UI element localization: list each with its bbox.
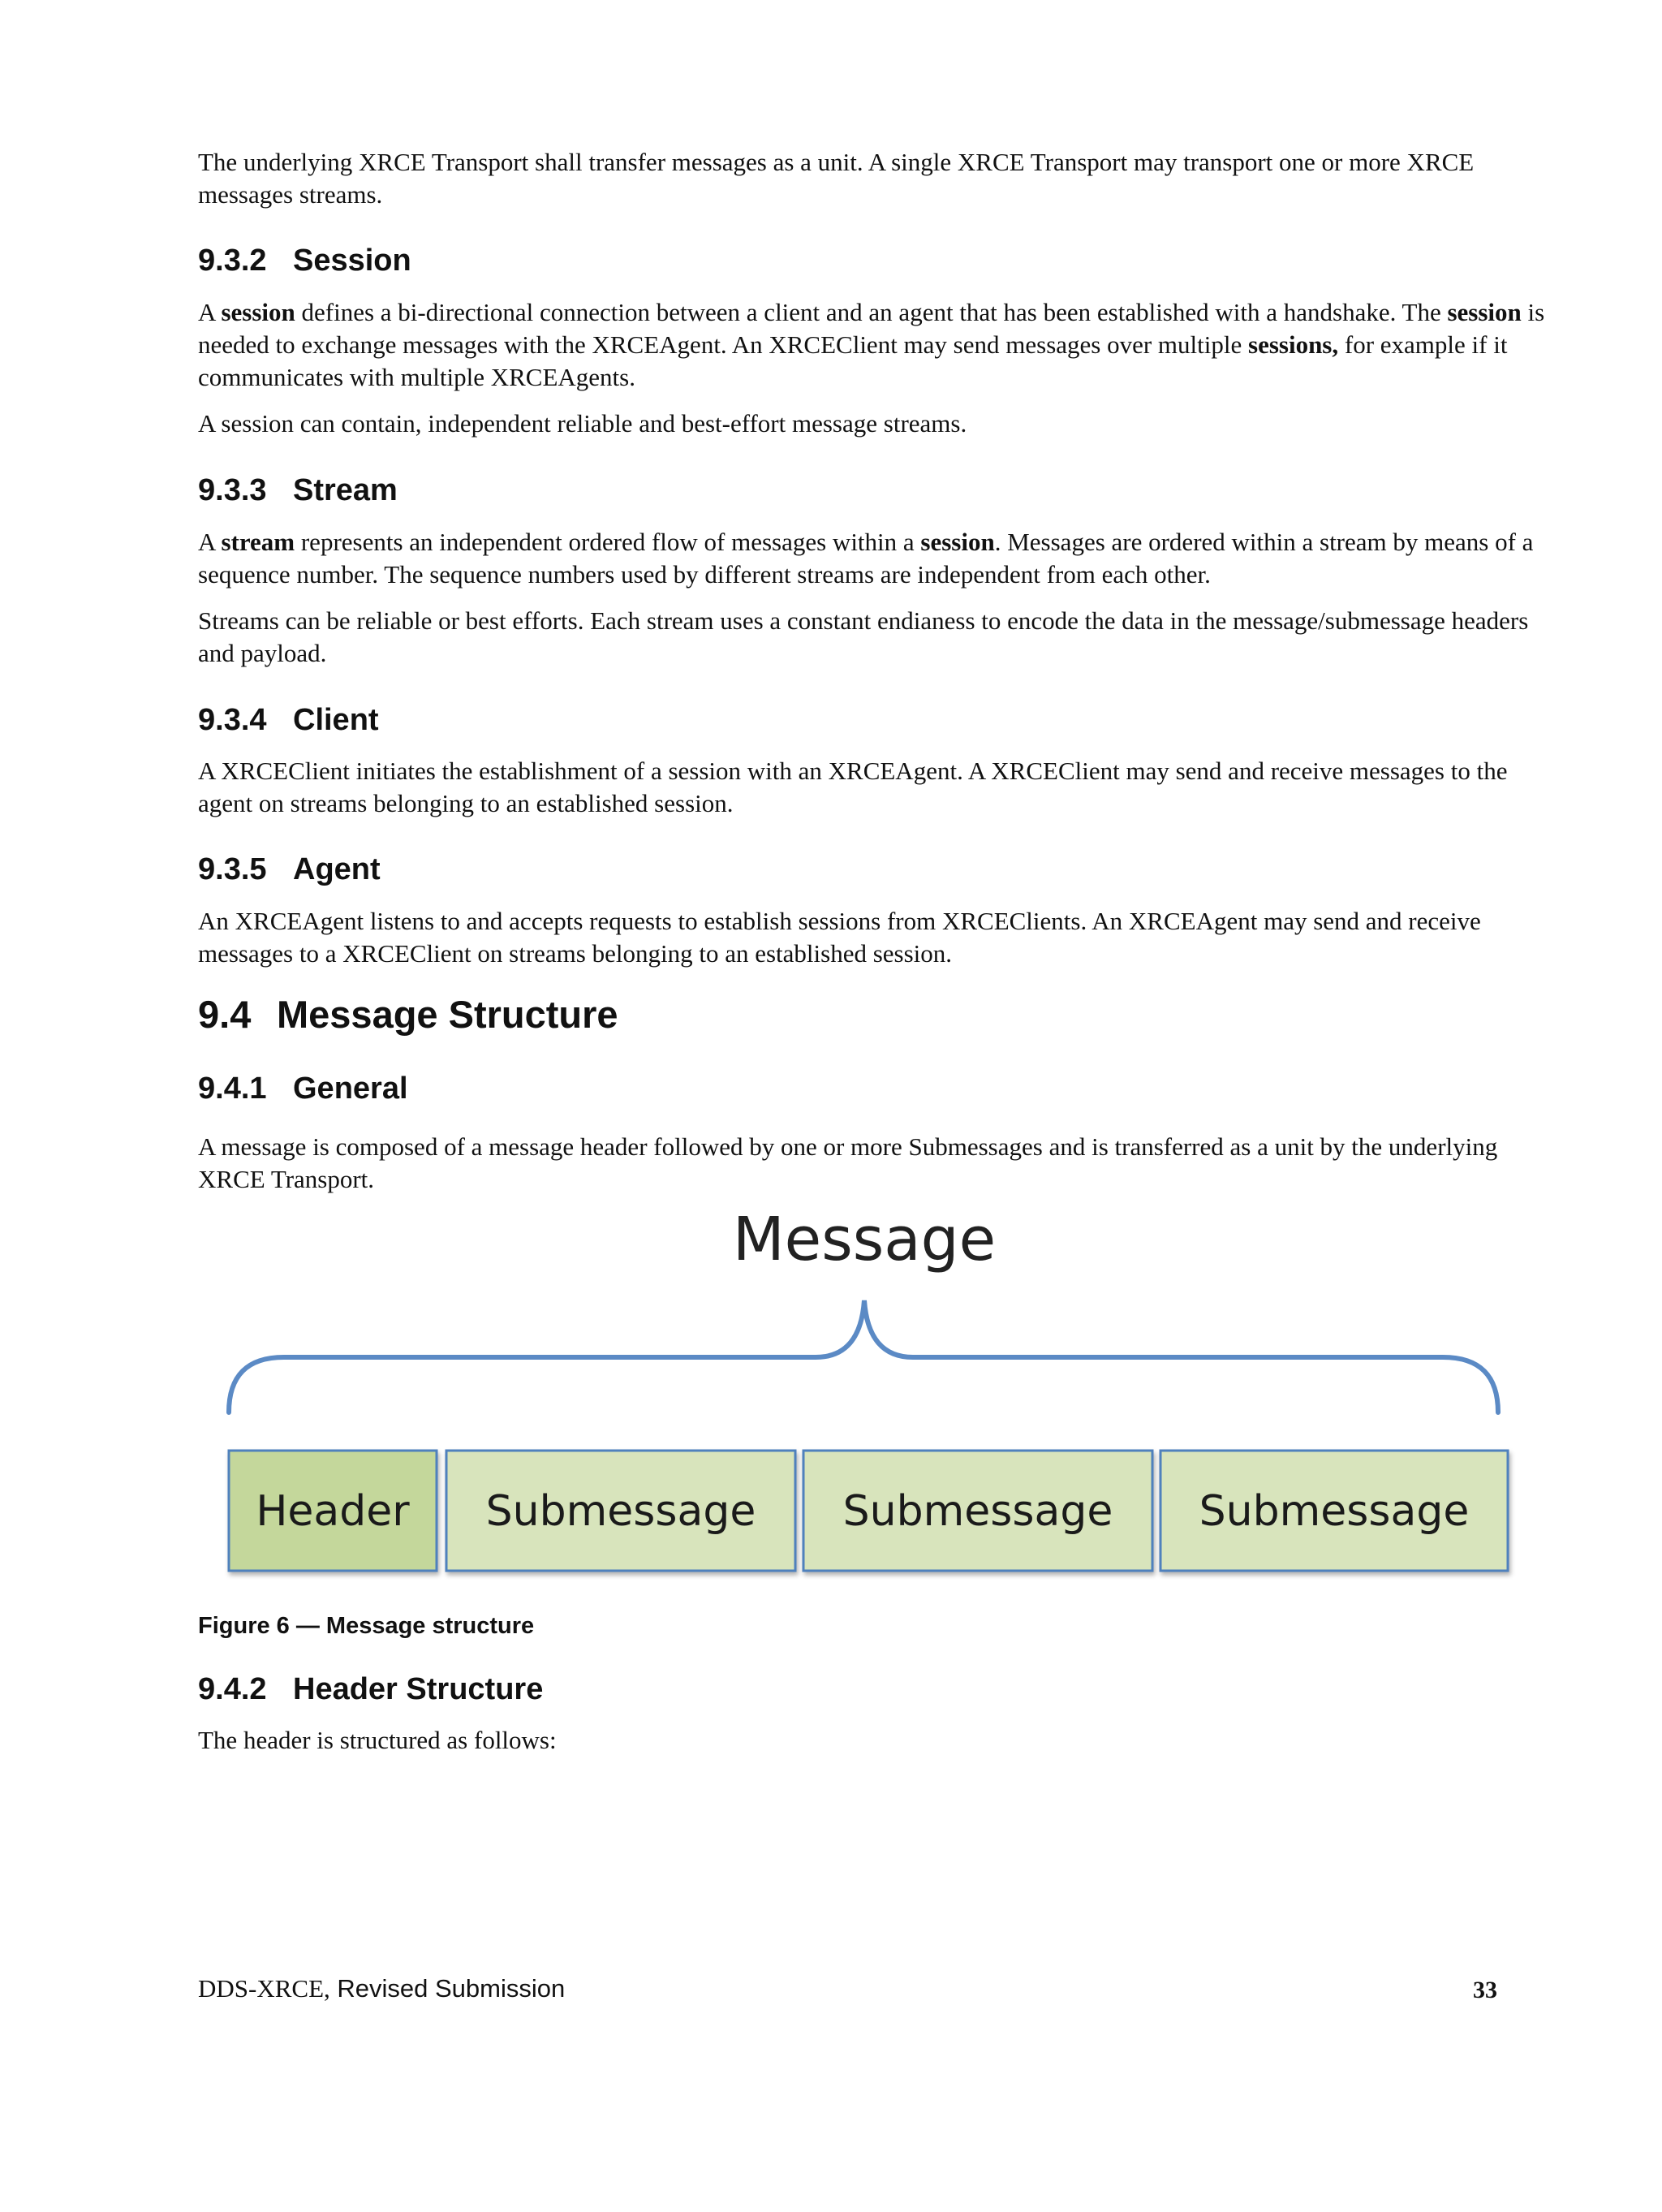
diagram-svg — [211, 1209, 1526, 1591]
stream-paragraph-2: Streams can be reliable or best efforts. Each stream uses a constant endianess to encode the data in the message/submessage headers and payload. — [198, 606, 1529, 667]
heading-9-4-1 — [198, 1070, 408, 1107]
text-run: is needed to exchange messages with the XRCEAgent. An XRCEClient may send messages over multiple — [198, 298, 1545, 359]
heading-9-4 — [198, 992, 618, 1037]
intro-paragraph: The underlying XRCE Transport shall transfer messages as a unit. A single XRCE Transport may transport one or more XRCE messages streams. — [198, 148, 1475, 209]
bold-term: sessions, — [1248, 330, 1339, 359]
section-number: 9.3.4 — [198, 703, 267, 737]
section-title: General — [293, 1072, 408, 1106]
submessage-box-label: Submessage — [842, 1487, 1113, 1536]
section-title: Header Structure — [293, 1672, 544, 1706]
figure-caption: Figure 6 — Message structure — [198, 1613, 535, 1639]
client-paragraph: A XRCEClient initiates the establishment of a session with an XRCEAgent. A XRCEClient may send and receive messages to the agent on streams belonging to an established session. — [198, 757, 1508, 817]
submessage-box-label: Submessage — [1199, 1487, 1470, 1536]
text-run: A — [198, 528, 222, 556]
submessage-box — [446, 1451, 795, 1571]
text-run: . Messages are ordered within a stream by means of a sequence number. The sequence numbers used by different streams are independent from each other. — [198, 528, 1534, 589]
footer-doc-status: Revised Submission — [329, 1974, 566, 2003]
section-title: Message Structure — [277, 993, 618, 1036]
section-number: 9.4 — [198, 993, 252, 1036]
header-box-label: Header — [256, 1487, 410, 1536]
section-number: 9.4.2 — [198, 1672, 267, 1706]
header-structure-paragraph: The header is structured as follows: — [198, 1726, 557, 1754]
submessage-box — [1160, 1451, 1508, 1571]
footer-doc-id: DDS-XRCE, — [198, 1974, 330, 2003]
bold-term: session — [920, 528, 995, 556]
grouping-brace — [229, 1300, 1498, 1412]
message-structure-diagram — [211, 1209, 1526, 1591]
section-title: Client — [293, 703, 379, 737]
section-number: 9.3.5 — [198, 852, 267, 886]
section-title: Session — [293, 244, 411, 278]
diagram-title: Message — [732, 1209, 997, 1274]
text-run: for example if it communicates with multiple XRCEAgents. — [198, 330, 1508, 391]
bold-term: session — [1447, 298, 1522, 326]
heading-9-3-2 — [198, 242, 411, 279]
bold-term: stream — [221, 528, 295, 556]
heading-9-3-3 — [198, 472, 398, 509]
section-number: 9.4.1 — [198, 1072, 267, 1106]
page-number: 33 — [1473, 1977, 1497, 2003]
stream-paragraph-1 — [198, 526, 1545, 591]
header-box — [229, 1451, 437, 1571]
general-paragraph: A message is composed of a message header followed by one or more Submessages and is transferred as a unit by the underlying XRCE Transport. — [198, 1132, 1498, 1193]
submessage-box — [803, 1451, 1152, 1571]
agent-paragraph: An XRCEAgent listens to and accepts requests to establish sessions from XRCEClients. An XRCEAgent may send and receive messages to a XRCEClient on streams belonging to an established session. — [198, 907, 1481, 968]
section-title: Stream — [293, 473, 398, 507]
heading-9-4-2 — [198, 1671, 543, 1708]
submessage-box-label: Submessage — [485, 1487, 756, 1536]
bold-term: session — [221, 298, 295, 326]
section-title: Agent — [293, 852, 381, 886]
session-paragraph-2: A session can contain, independent reliable and best-effort message streams. — [198, 409, 967, 438]
heading-9-3-5 — [198, 851, 381, 888]
text-run: represents an independent ordered flow of messages within a — [295, 528, 921, 556]
section-number: 9.3.2 — [198, 244, 267, 278]
section-number: 9.3.3 — [198, 473, 267, 507]
text-run: defines a bi-directional connection between a client and an agent that has been established with a handshake. The — [295, 298, 1448, 326]
session-paragraph-1 — [198, 296, 1545, 394]
footer-document-title — [198, 1973, 565, 2005]
heading-9-3-4 — [198, 701, 379, 739]
text-run: A — [198, 298, 222, 326]
